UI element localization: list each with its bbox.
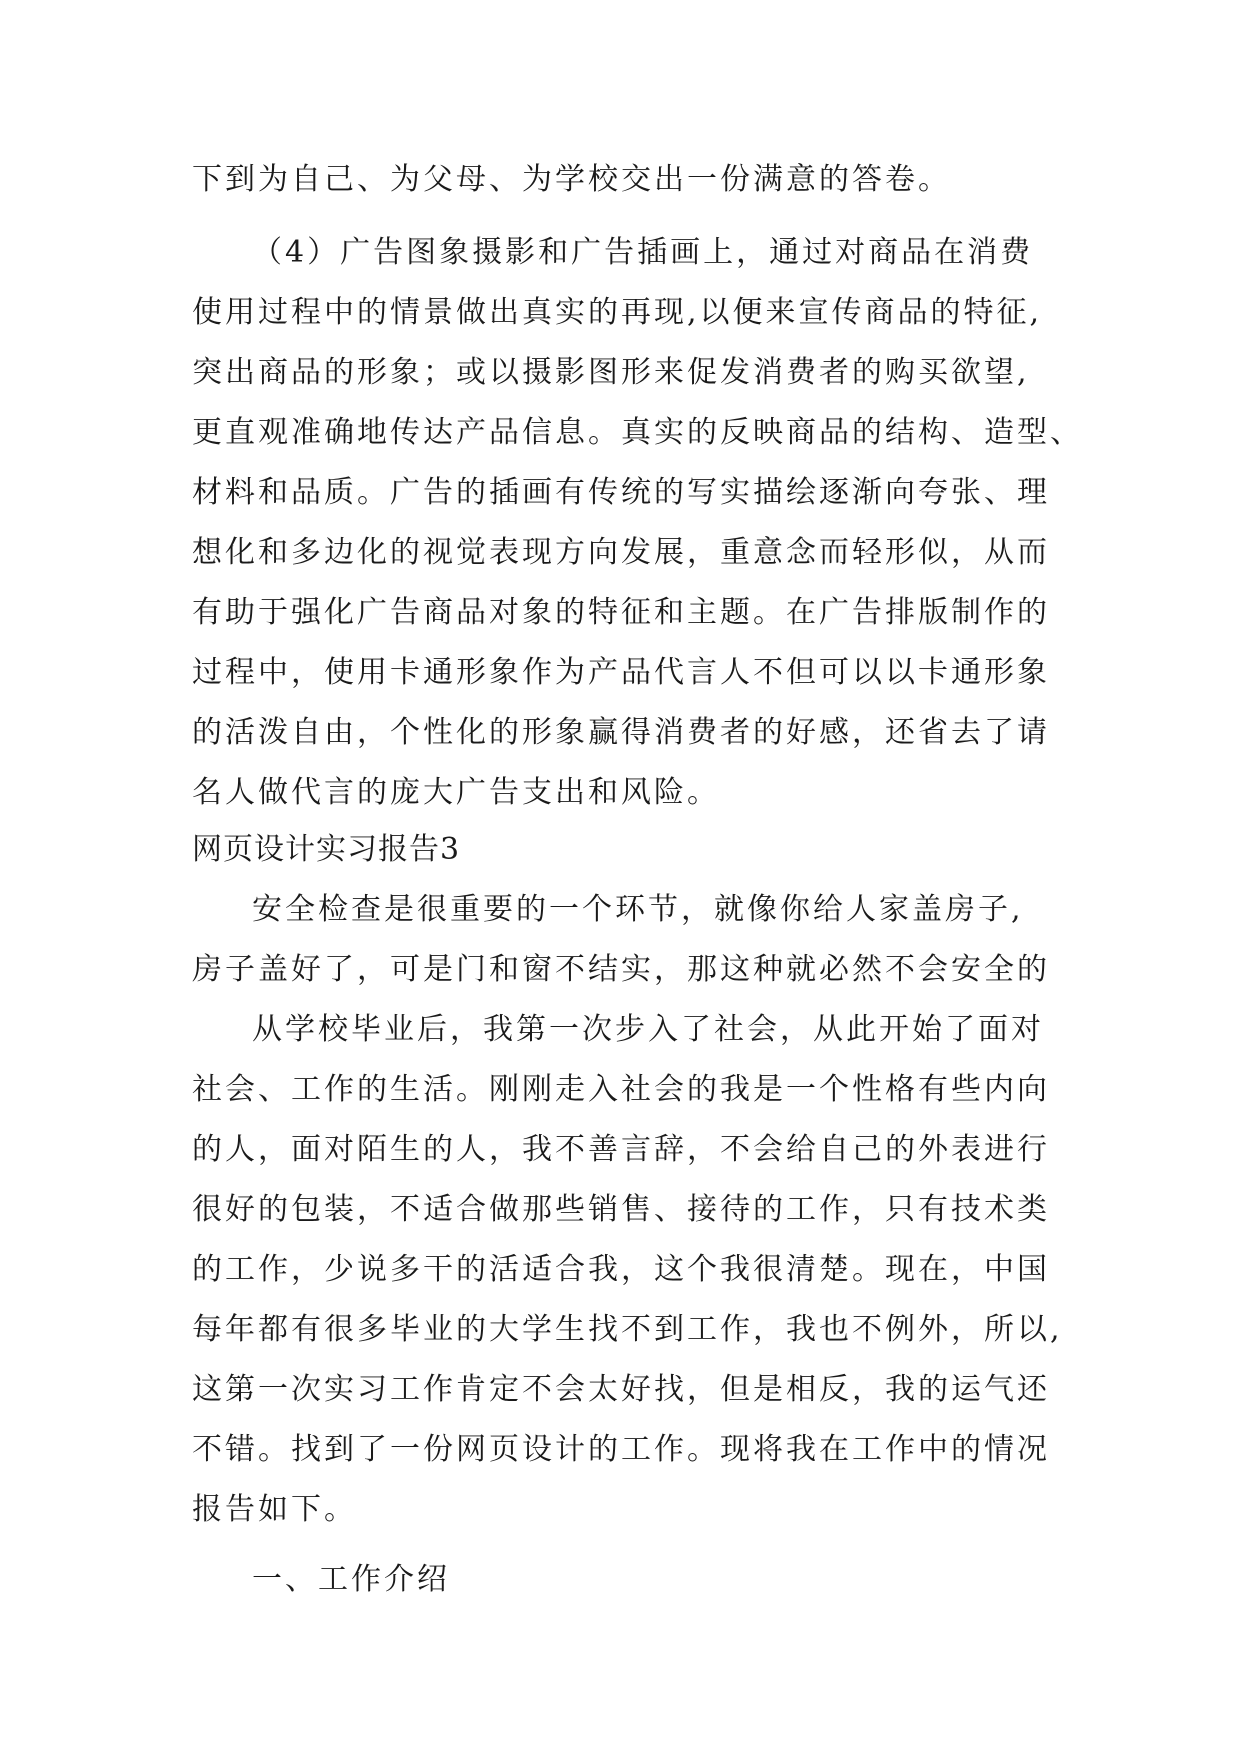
text-line: 有助于强化广告商品对象的特征和主题。在广告排版制作的 (192, 595, 1050, 630)
text-line: 突出商品的形象；或以摄影图形来促发消费者的购买欲望, (192, 355, 1030, 390)
text-line: 过程中，使用卡通形象作为产品代言人不但可以以卡通形象 (192, 655, 1050, 690)
text-line: 很好的包装，不适合做那些销售、接待的工作，只有技术类 (192, 1192, 1050, 1227)
text-line: 从学校毕业后，我第一次步入了社会，从此开始了面对 (252, 1012, 1044, 1047)
text-line: 房子盖好了，可是门和窗不结实，那这种就必然不会安全的 (192, 952, 1050, 987)
text-line: 使用过程中的情景做出真实的再现,以便来宣传商品的特征, (192, 295, 1043, 330)
text-line: 每年都有很多毕业的大学生找不到工作，我也不例外，所以, (192, 1312, 1063, 1347)
text-line: （4）广告图象摄影和广告插画上，通过对商品在消费 (252, 235, 1034, 270)
text-line: 材料和品质。广告的插画有传统的写实描绘逐渐向夸张、理 (192, 475, 1050, 510)
text-line: 更直观准确地传达产品信息。真实的反映商品的结构、造型、 (192, 415, 1083, 450)
text-line: 安全检查是很重要的一个环节，就像你给人家盖房子, (252, 892, 1024, 927)
text-line: 的工作，少说多干的活适合我，这个我很清楚。现在，中国 (192, 1252, 1050, 1287)
text-line: 名人做代言的庞大广告支出和风险。 (192, 775, 720, 810)
text-line: 这第一次实习工作肯定不会太好找，但是相反，我的运气还 (192, 1372, 1050, 1407)
text-line: 的人，面对陌生的人，我不善言辞，不会给自己的外表进行 (192, 1132, 1050, 1167)
subsection-heading: 一、工作介绍 (252, 1562, 450, 1597)
text-line: 下到为自己、为父母、为学校交出一份满意的答卷。 (192, 162, 951, 197)
section-heading: 网页设计实习报告3 (192, 832, 461, 867)
text-line: 想化和多边化的视觉表现方向发展，重意念而轻形似，从而 (192, 535, 1050, 570)
text-line: 报告如下。 (192, 1492, 357, 1527)
text-line: 的活泼自由，个性化的形象赢得消费者的好感，还省去了请 (192, 715, 1050, 750)
text-line: 社会、工作的生活。刚刚走入社会的我是一个性格有些内向 (192, 1072, 1050, 1107)
text-line: 不错。找到了一份网页设计的工作。现将我在工作中的情况 (192, 1432, 1050, 1467)
